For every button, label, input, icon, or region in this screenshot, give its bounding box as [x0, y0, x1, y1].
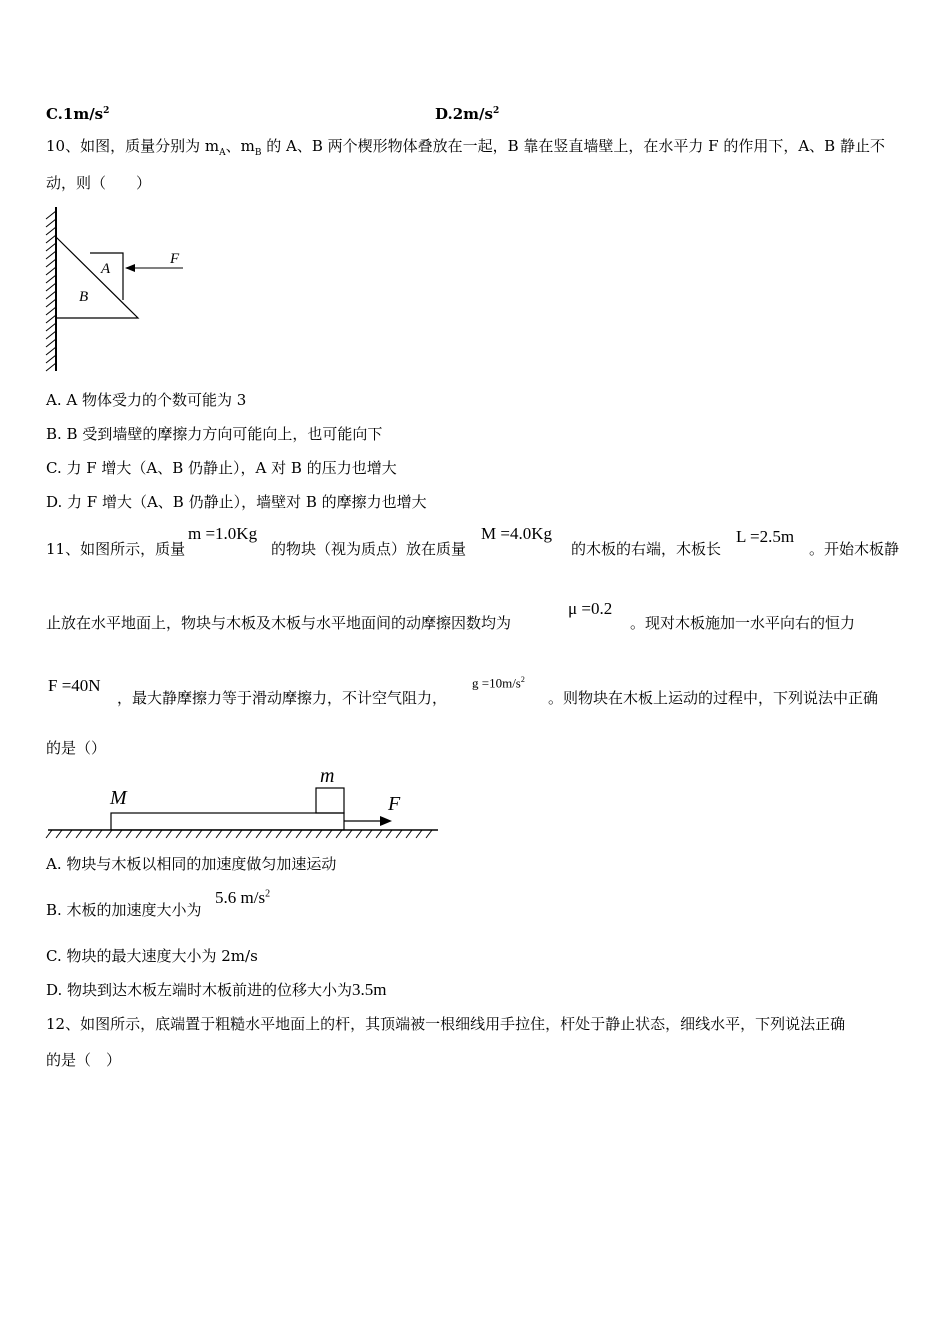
q10-option-d: D. 力 F 增大（A、B 仍静止），墙壁对 B 的摩擦力也增大	[46, 493, 427, 511]
q11-option-c: C. 物块的最大速度大小为 2m/s	[46, 947, 258, 965]
q11-option-b: B. 木板的加速度大小为	[46, 901, 202, 919]
q10-option-b: B. B 受到墙壁的摩擦力方向可能向上，也可能向下	[46, 425, 383, 443]
q11-stem-line2b: 。现对木板施加一水平向右的恒力	[630, 614, 856, 632]
q11-option-b-value: 5.6 $m/s^2$	[215, 888, 271, 907]
q11-stem-line1d: 。开始木板静	[809, 540, 900, 558]
q11-g-formula: $g =10m/s^2$	[472, 675, 525, 691]
q10-label-a: A	[101, 261, 111, 277]
q10-stem-line2: 动，则（ ）	[46, 174, 152, 192]
q9-option-d: $D.2m/s^2$	[435, 105, 500, 123]
q11-label-M: M	[110, 787, 127, 809]
q11-mass-M-formula: M =4.0Kg	[481, 524, 552, 543]
q10-wedge-figure	[40, 203, 200, 375]
q11-stem-line1a: 11、如图所示，质量	[46, 540, 186, 558]
q12-stem-line1: 12、如图所示，底端置于粗糙水平地面上的杆，其顶端被一根细线用手拉住，杆处于静止状态，细线水平，下列说法正确	[46, 1015, 846, 1033]
q11-mu-formula: μ =0.2	[568, 599, 613, 618]
q9-option-c: $C.1m/s^2$	[46, 105, 110, 123]
q12-stem-line2: 的是（ ）	[46, 1051, 122, 1069]
q11-label-F: F	[388, 793, 401, 815]
q10-option-a: A. A 物体受力的个数可能为 3	[46, 391, 247, 409]
q11-stem-line3b: 。则物块在木板上运动的过程中，下列说法中正确	[548, 689, 879, 707]
q11-stem-line1c: 的木板的右端，木板长	[571, 540, 722, 558]
q11-force-formula: F =40N	[48, 676, 101, 695]
q11-stem-line3a: ，最大静摩擦力等于滑动摩擦力，不计空气阻力，	[117, 689, 448, 707]
q10-label-b: B	[79, 289, 89, 305]
q11-stem-line4: 的是（）	[46, 739, 107, 757]
q11-stem-line1b: 的物块（视为质点）放在质量	[271, 540, 467, 558]
q11-stem-line2a: 止放在水平地面上，物块与木板及木板与水平地面间的动摩擦因数均为	[46, 614, 512, 632]
q11-length-formula: L =2.5m	[736, 527, 795, 546]
q10-stem-line1: 10、如图，质量分别为 $m_A$、$m_B$ 的 A、B 两个楔形物体叠放在一起，B 靠在竖直墙壁上，在水平力 F 的作用下，A、B 静止不	[46, 137, 885, 158]
q10-label-f: F	[170, 251, 180, 267]
q11-mass-m-formula: m =1.0Kg	[188, 524, 258, 543]
q11-label-m: m	[320, 765, 335, 787]
q11-board-figure	[44, 762, 444, 842]
q11-option-a: A. 物块与木板以相同的加速度做匀加速运动	[46, 855, 337, 873]
q10-option-c: C. 力 F 增大（A、B 仍静止），A 对 B 的压力也增大	[46, 459, 397, 477]
q11-option-d: D. 物块到达木板左端时木板前进的位移大小为3.5m	[46, 980, 387, 999]
